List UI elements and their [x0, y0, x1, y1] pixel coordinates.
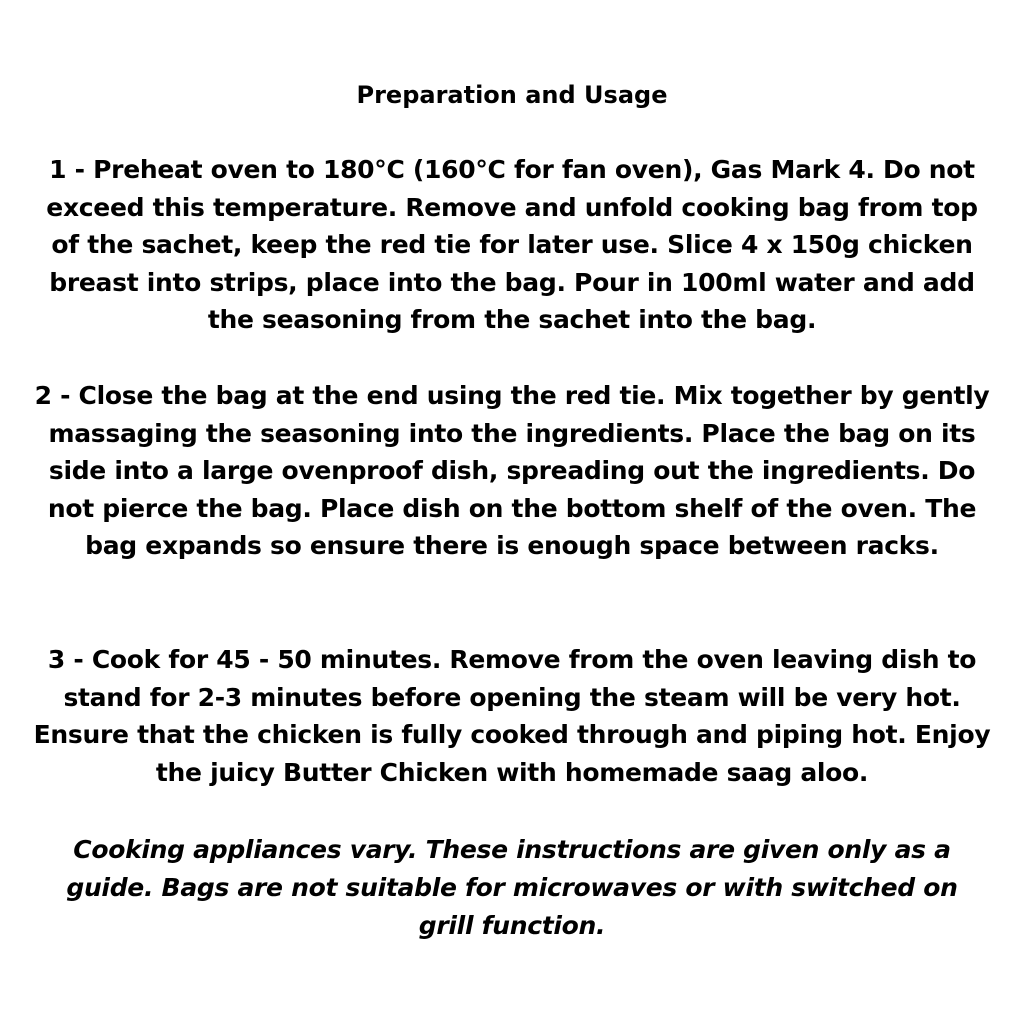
disclaimer-note: Cooking appliances vary. These instructions are given only as a guide. Bags are not suitable for microwaves or with switched on grill function.: [66, 835, 958, 940]
page-title: Preparation and Usage: [356, 81, 668, 109]
instruction-step-1: 1 - Preheat oven to 180°C (160°C for fan oven), Gas Mark 4. Do not exceed this temperature. Remove and unfold cooking bag from top of the sachet, keep the red tie for later use. Slice 4 x 150g chicken breast into strips, place into the bag. Pour in 100ml water and add the seasoning from the sachet into the bag.: [46, 155, 978, 334]
instruction-step-3: 3 - Cook for 45 - 50 minutes. Remove from the oven leaving dish to stand for 2-3 minutes before opening the steam will be very hot. Ensure that the chicken is fully cooked through and piping hot. Enjoy the juicy Butter Chicken with homemade saag aloo.: [33, 645, 991, 787]
instruction-step-2: 2 - Close the bag at the end using the red tie. Mix together by gently massaging the seasoning into the ingredients. Place the bag on its side into a large ovenproof dish, spreading out the ingredients. Do not pierce the bag. Place dish on the bottom shelf of the oven. The bag expands so ensure there is enough space between racks.: [34, 381, 990, 560]
